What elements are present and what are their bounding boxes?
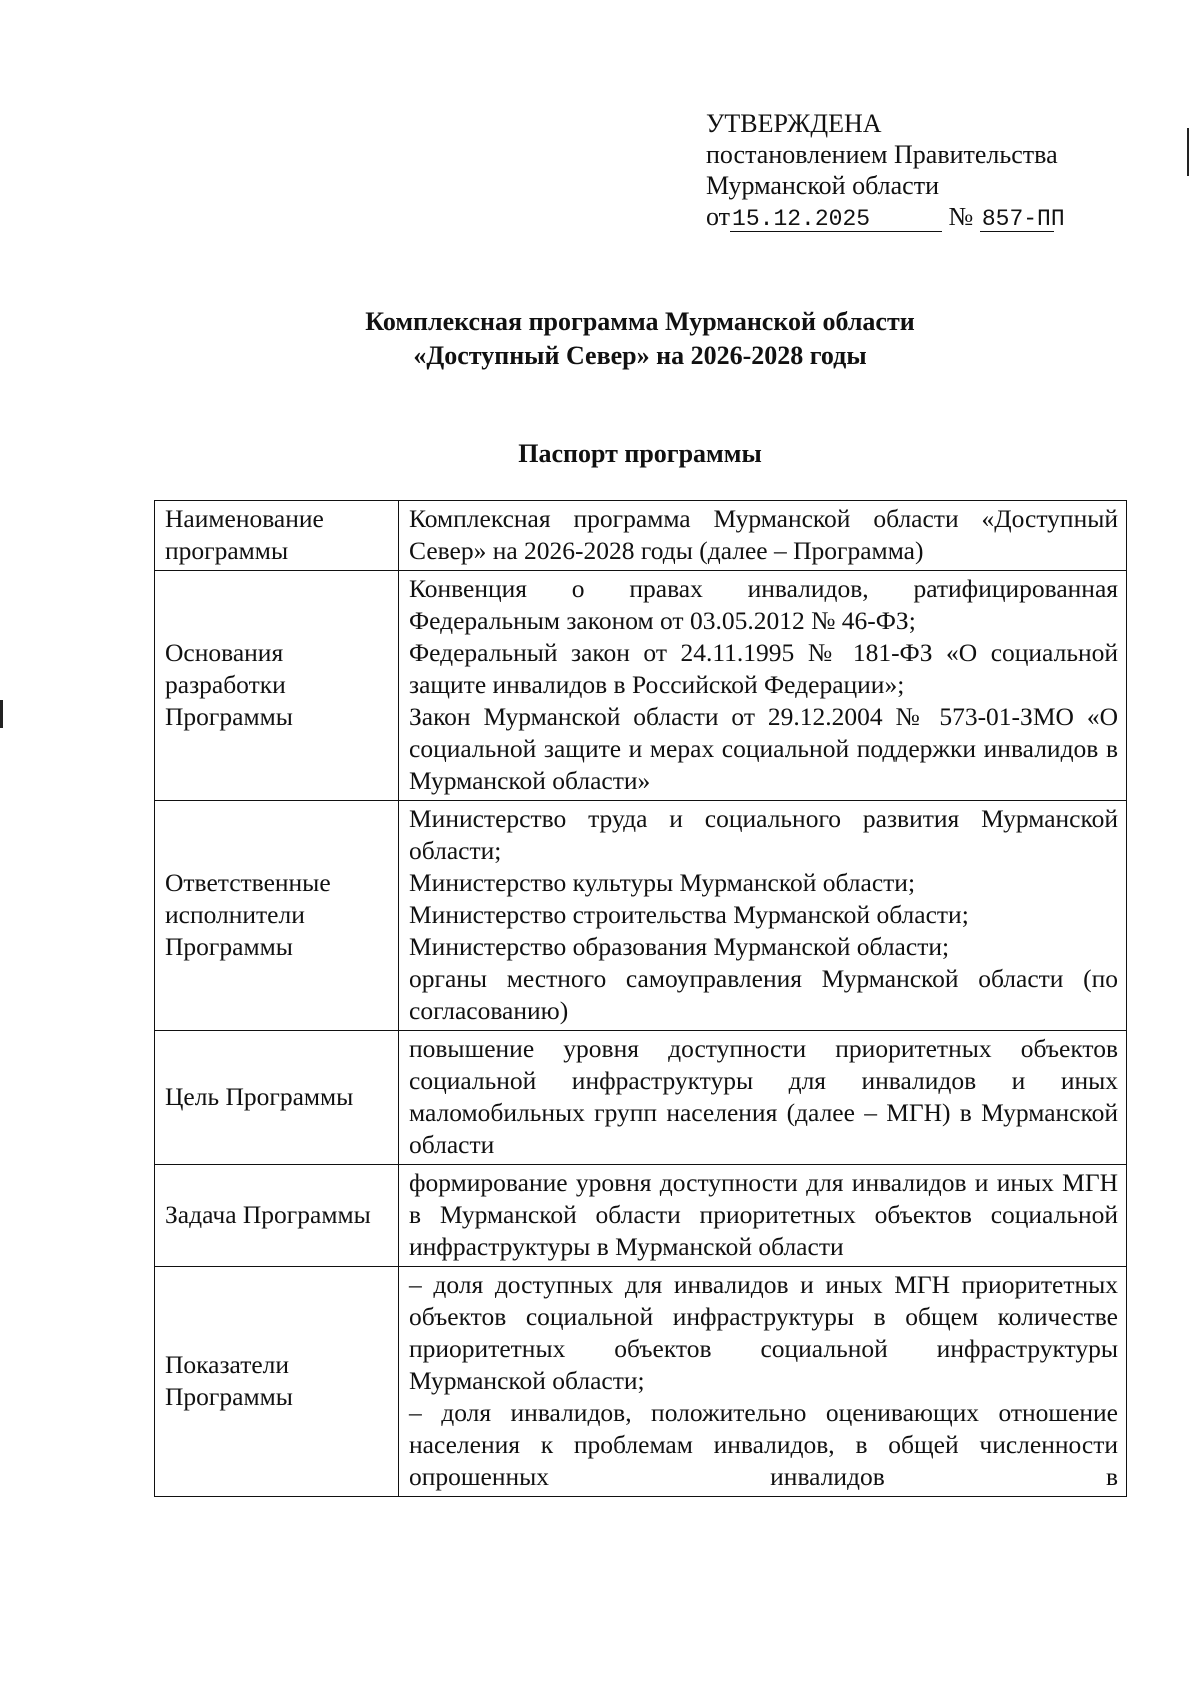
- row-value: [399, 1031, 1127, 1165]
- row-value-paragraph: Комплексная программа Мурманской области «Доступный Север» на 2026-2028 годы (далее – Программа): [409, 504, 1118, 565]
- approval-block: [706, 108, 1065, 232]
- row-label: Показатели Программы: [155, 1267, 399, 1497]
- row-value-paragraph: органы местного самоуправления Мурманской области (по согласованию): [409, 964, 1118, 1025]
- document-title-line2: «Доступный Север» на 2026-2028 годы: [413, 341, 867, 370]
- row-value-paragraph: – доля доступных для инвалидов и иных МГН приоритетных объектов социальной инфраструктуры в общем количестве приоритетных объектов социальной инфраструктуры Мурманской области;: [409, 1270, 1118, 1395]
- approval-region: Мурманской области: [706, 171, 939, 200]
- document-title: [0, 305, 1200, 373]
- row-value-paragraph: Федеральный закон от 24.11.1995 № 181-ФЗ «О социальной защите инвалидов в Российской Федерации»;: [409, 638, 1118, 699]
- scan-edge-mark: [1187, 128, 1189, 176]
- row-value-paragraph: Министерство труда и социального развития Мурманской области;: [409, 804, 1118, 865]
- table-row: [155, 1267, 1127, 1497]
- row-value: [399, 1267, 1127, 1497]
- date-prefix: от: [706, 202, 731, 231]
- row-value-paragraph: Министерство строительства Мурманской области;: [409, 900, 969, 929]
- row-value: [399, 571, 1127, 801]
- row-value: [399, 801, 1127, 1031]
- row-label: Наименование программы: [155, 501, 399, 571]
- scan-edge-mark: [0, 700, 3, 728]
- row-value-paragraph: формирование уровня доступности для инвалидов и иных МГН в Мурманской области приоритетных объектов социальной инфраструктуры в Мурманской области: [409, 1168, 1118, 1261]
- row-label: Основания разработки Программы: [155, 571, 399, 801]
- row-value: [399, 501, 1127, 571]
- passport-title: Паспорт программы: [518, 439, 762, 468]
- number-prefix: №: [948, 202, 974, 231]
- row-value-paragraph: Министерство культуры Мурманской области;: [409, 868, 916, 897]
- approval-status: УТВЕРЖДЕНА: [706, 109, 882, 138]
- row-label: Задача Программы: [155, 1165, 399, 1267]
- table-row: [155, 801, 1127, 1031]
- row-value-paragraph: – доля инвалидов, положительно оценивающих отношение населения к проблемам инвалидов, в общей численности опрошенных инвалидов в: [409, 1398, 1118, 1491]
- approval-date-number: [706, 201, 1065, 232]
- table-row: [155, 1031, 1127, 1165]
- row-value-paragraph: Министерство образования Мурманской области;: [409, 932, 950, 961]
- passport-table: [154, 500, 1127, 1497]
- approval-date: 15.12.2025: [730, 207, 942, 232]
- row-value: [399, 1165, 1127, 1267]
- approval-issuer: постановлением Правительства: [706, 140, 1058, 169]
- approval-number: 857-ПП: [981, 206, 1065, 232]
- row-label: Цель Программы: [155, 1031, 399, 1165]
- row-value-paragraph: Закон Мурманской области от 29.12.2004 № 573-01-ЗМО «О социальной защите и мерах социальной поддержки инвалидов в Мурманской области»: [409, 702, 1118, 795]
- table-row: [155, 501, 1127, 571]
- row-value-paragraph: Конвенция о правах инвалидов, ратифицированная Федеральным законом от 03.05.2012 № 46-ФЗ;: [409, 574, 1118, 635]
- row-value-paragraph: повышение уровня доступности приоритетных объектов социальной инфраструктуры для инвалидов и иных маломобильных групп населения (далее – МГН) в Мурманской области: [409, 1034, 1118, 1159]
- table-row: [155, 571, 1127, 801]
- table-row: [155, 1165, 1127, 1267]
- document-title-line1: Комплексная программа Мурманской области: [365, 307, 915, 336]
- passport-table-body: [155, 501, 1127, 1497]
- row-label: Ответственные исполнители Программы: [155, 801, 399, 1031]
